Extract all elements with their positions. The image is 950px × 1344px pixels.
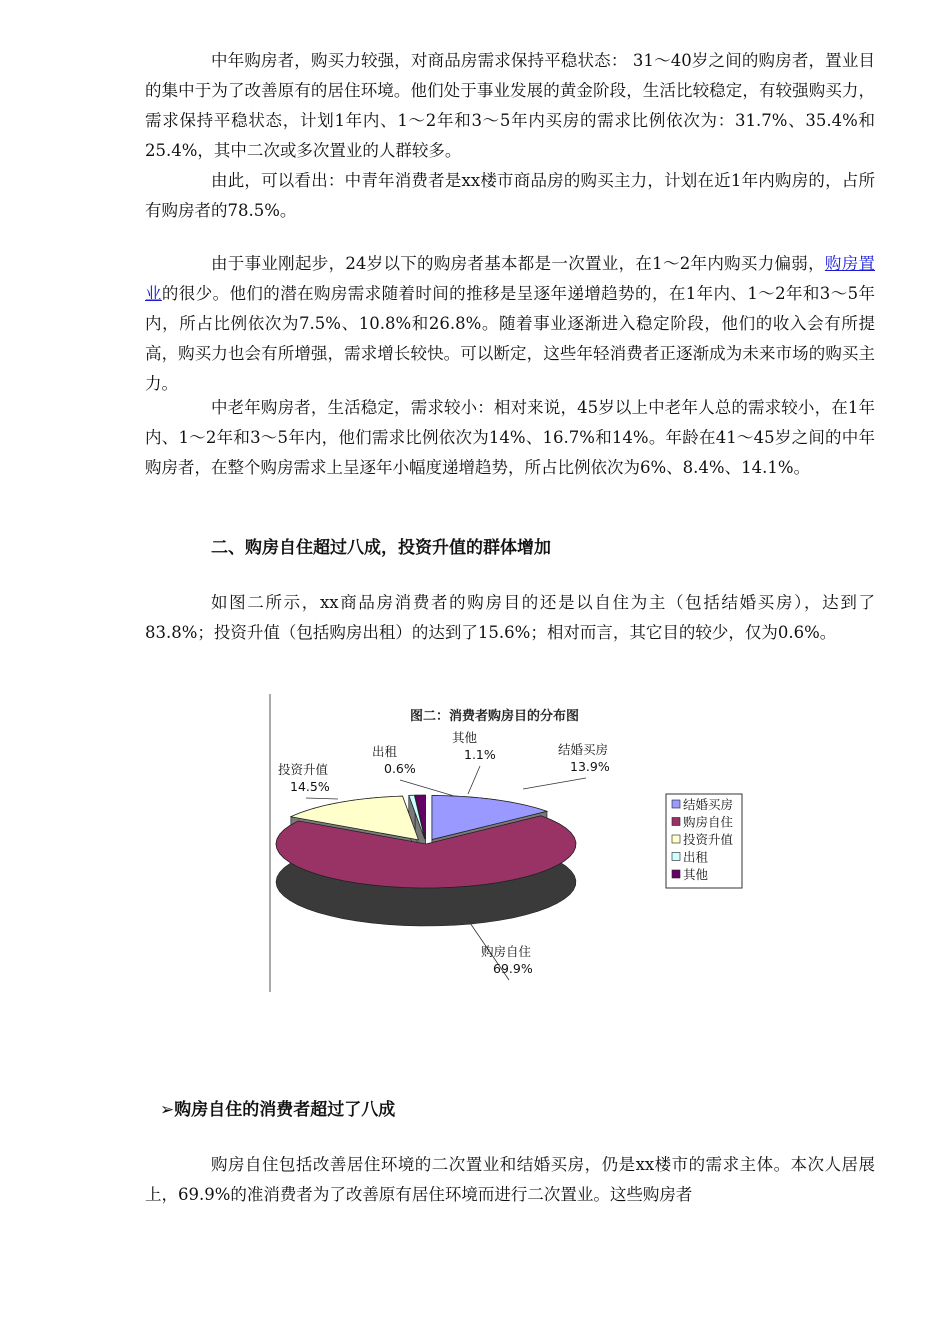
home-purchase-link[interactable]: 购房置业 [145, 254, 875, 303]
bullet-heading [160, 1095, 395, 1120]
paragraph-purchase-purpose: 如图二所示，xx商品房消费者的购房目的还是以自住为主（包括结婚买房），达到了83.8%；投资升值（包括购房出租）的达到了15.6%；相对而言，其它目的较少，仅为0.6%。 [145, 593, 875, 642]
bullet-arrow-icon: ➢ [160, 1100, 175, 1120]
slice-label-value-1: 69.9% [493, 961, 533, 976]
legend-label-4: 其他 [683, 867, 709, 882]
purchase-purpose-chart [268, 694, 754, 994]
slice-label-name-3: 出租 [372, 744, 398, 759]
slice-label-value-2: 14.5% [290, 779, 330, 794]
legend-label-2: 投资升值 [683, 832, 734, 847]
legend-swatch-4 [672, 870, 680, 878]
slice-label-value-3: 0.6% [384, 761, 416, 776]
slice-label-value-0: 13.9% [570, 759, 610, 774]
legend-label-0: 结婚买房 [683, 797, 734, 812]
slice-label-name-4: 其他 [452, 730, 478, 745]
pie-layer [276, 795, 576, 926]
leader-line-2 [306, 798, 338, 799]
slice-label-name-1: 购房自住 [481, 944, 532, 959]
leader-line-0 [523, 778, 586, 789]
paragraph-self-occupancy: 购房自住包括改善居住环境的二次置业和结婚买房，仍是xx楼市的需求主体。本次人居展上，69.9%的准消费者为了改善原有居住环境而进行二次置业。这些购房者 [145, 1155, 875, 1204]
slice-label-name-0: 结婚买房 [558, 742, 609, 757]
leader-line-4 [468, 766, 480, 794]
section-heading-2: 二、购房自住超过八成，投资升值的群体增加 [211, 538, 551, 558]
legend-swatch-1 [672, 818, 680, 826]
chart-legend [666, 794, 742, 888]
bullet-heading-text: 购房自住的消费者超过了八成 [174, 1100, 396, 1120]
pie-chart-svg [268, 694, 754, 994]
legend-swatch-2 [672, 835, 680, 843]
paragraph-young-buyers-part2: 的很少。他们的潜在购房需求随着时间的推移是呈逐年递增趋势的，在1年内、1～2年和3～5年内，所占比例依次为7.5%、10.8%和26.8%。随着事业逐渐进入稳定阶段，他们的收入会有所提高，购买力也会有所增强，需求增长较快。可以断定，这些年轻消费者正逐渐成为未来市场的购买主力。 [145, 284, 875, 393]
paragraph-conclusion: 由此，可以看出：中青年消费者是xx楼市商品房的购买主力，计划在近1年内购房的，占所有购房者的78.5%。 [145, 171, 875, 220]
leader-line-3 [400, 780, 454, 796]
slice-label-name-2: 投资升值 [278, 762, 329, 777]
paragraph-young-buyers-part1: 由于事业刚起步，24岁以下的购房者基本都是一次置业，在1～2年内购买力偏弱， [211, 254, 825, 273]
paragraph-older-buyers: 中老年购房者，生活稳定，需求较小：相对来说，45岁以上中老年人总的需求较小，在1年内、1～2年和3～5年内，他们需求比例依次为14%、16.7%和14%。年龄在41～45岁之间的中年购房者，在整个购房需求上呈逐年小幅度递增趋势，所占比例依次为6%、8.4%、14.1%。 [145, 398, 875, 477]
legend-label-3: 出租 [683, 849, 709, 865]
paragraph-young-buyers [145, 249, 875, 399]
chart-title: 图二：消费者购房目的分布图 [410, 709, 580, 724]
legend-swatch-3 [672, 853, 680, 861]
legend-swatch-0 [672, 800, 680, 808]
paragraph-middle-aged-buyers: 中年购房者，购买力较强，对商品房需求保持平稳状态： 31～40岁之间的购房者，置业目的集中于为了改善原有的居住环境。他们处于事业发展的黄金阶段，生活比较稳定，有较强购买力，需求保持平稳状态，计划1年内、1～2年和3～5年内买房的需求比例依次为：31.7%、35.4%和25.4%，其中二次或多次置业的人群较多。 [145, 51, 875, 160]
slice-label-value-4: 1.1% [464, 747, 496, 762]
legend-label-1: 购房自住 [683, 814, 734, 830]
